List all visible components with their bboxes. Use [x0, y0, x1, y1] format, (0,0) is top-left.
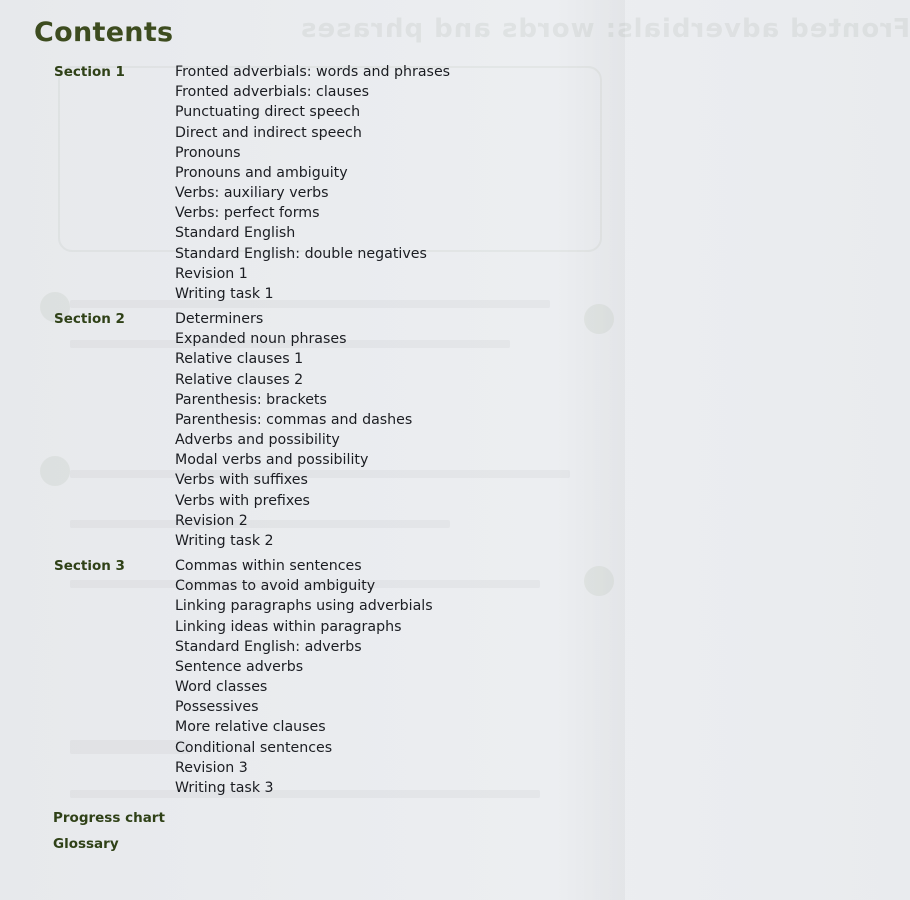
toc-entry-title: Relative clauses 1: [175, 351, 304, 368]
toc-entry-title: Word classes: [175, 679, 268, 696]
toc-entry-title: Linking paragraphs using adverbials: [175, 598, 433, 615]
section-label: Section 1: [54, 64, 125, 80]
extra-section-label: Progress chart: [53, 810, 165, 826]
toc-entry-title: Parenthesis: commas and dashes: [175, 411, 413, 428]
section-label: Section 2: [54, 311, 125, 327]
toc-entry-title: Conditional sentences: [175, 739, 333, 756]
extra-section-label: Glossary: [53, 836, 119, 852]
toc-entry-title: Standard English: [175, 225, 296, 242]
toc-entry-title: Fronted adverbials: clauses: [175, 84, 369, 101]
toc-entry-title: Writing task 3: [175, 779, 274, 796]
toc-entry-title: Adverbs and possibility: [175, 432, 340, 449]
toc-entry-title: Writing task 2: [175, 532, 274, 549]
toc-entry-title: Direct and indirect speech: [175, 124, 362, 141]
bleed-through-heading: Fronted adverbials: words and phrases: [300, 14, 910, 44]
page-edge-shadow: [555, 0, 625, 900]
toc-entry-title: Determiners: [175, 311, 264, 327]
toc-entry-title: More relative clauses: [175, 719, 326, 736]
bleed-through-line: [70, 790, 540, 798]
toc-entry-title: Fronted adverbials: words and phrases: [175, 64, 451, 80]
toc-entry-title: Verbs with suffixes: [175, 472, 308, 489]
toc-entry-title: Verbs: perfect forms: [175, 205, 320, 222]
bleed-through-circle: [584, 304, 614, 334]
toc-entry-title: Standard English: adverbs: [175, 638, 362, 655]
toc-entry-title: Commas to avoid ambiguity: [175, 578, 376, 595]
toc-entry-title: Modal verbs and possibility: [175, 452, 369, 469]
toc-entry-title: Pronouns: [175, 144, 241, 161]
toc-entry-title: Relative clauses 2: [175, 371, 304, 388]
toc-entry-title: Punctuating direct speech: [175, 104, 361, 121]
toc-entry-title: Verbs: auxiliary verbs: [175, 185, 329, 202]
bleed-through-line: [70, 470, 570, 478]
toc-entry-title: Writing task 1: [175, 285, 274, 302]
toc-entry-title: Standard English: double negatives: [175, 245, 427, 262]
page-title: Contents: [34, 17, 174, 48]
toc-entry-title: Sentence adverbs: [175, 658, 304, 675]
bleed-through-line: [70, 520, 450, 528]
toc-entry-title: Linking ideas within paragraphs: [175, 618, 402, 635]
section-label: Section 3: [54, 558, 125, 574]
toc-entry-title: Revision 3: [175, 759, 248, 776]
toc-entry-title: Expanded noun phrases: [175, 331, 347, 348]
bleed-through-line: [70, 740, 190, 754]
bleed-through-circle: [584, 566, 614, 596]
bleed-through-circle: [40, 456, 70, 486]
toc-entry-title: Possessives: [175, 699, 259, 716]
toc-entry-title: Verbs with prefixes: [175, 492, 310, 509]
toc-entry-title: Commas within sentences: [175, 558, 362, 574]
bleed-through-line: [70, 300, 550, 308]
toc-entry-title: Revision 2: [175, 512, 248, 529]
toc-entry-title: Revision 1: [175, 265, 248, 282]
toc-entry-title: Parenthesis: brackets: [175, 391, 327, 408]
toc-entry-title: Pronouns and ambiguity: [175, 164, 348, 181]
